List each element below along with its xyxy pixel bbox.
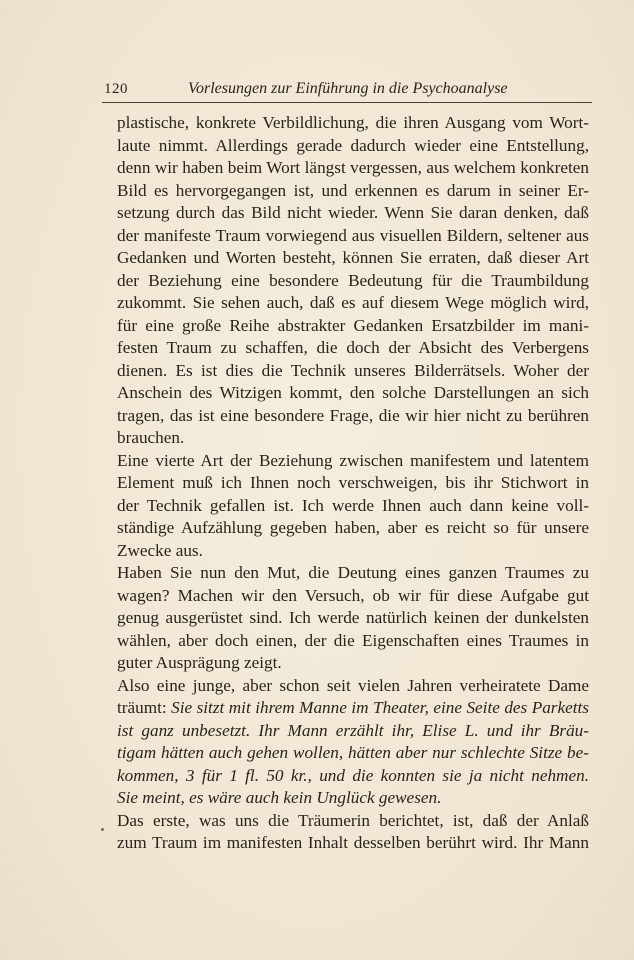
text-line: tragen, das ist eine besondere Frage, die wir hier nicht zu berühren: [117, 405, 589, 425]
text-line: brauchen.: [117, 428, 185, 447]
text-line: setzung durch das Bild nicht wieder. Wenn Sie daran denken, daß: [117, 203, 589, 222]
text-line: ist ganz unbesetzt. Ihr Mann erzählt ihr, Elise L. und ihr Bräu-: [117, 720, 589, 740]
text-line: denn wir haben beim Wort längst vergessen, aus welchem konkreten: [117, 158, 589, 177]
text-line: zum Traum im manifesten Inhalt desselben berührt wird. Ihr Mann: [117, 833, 589, 852]
text-line-italic: Sie sitzt mit ihrem Manne im Theater, eine Seite des Parketts: [171, 698, 589, 717]
text-line: Sie meint, es wäre auch kein Unglück gewesen.: [117, 788, 442, 807]
text-line: Eine vierte Art der Beziehung zwischen manifestem und latentem: [117, 450, 589, 470]
text-line: Bild es hervorgegangen ist, und erkennen es darum in seiner Er-: [117, 180, 589, 200]
text-line: Also eine junge, aber schon seit vielen Jahren verheiratete Dame: [117, 675, 589, 695]
text-line: Zwecke aus.: [117, 540, 203, 560]
text-line: Gedanken und Worten besteht, können Sie erraten, daß dieser Art: [117, 248, 589, 267]
text-line: kommen, 3 für 1 fl. 50 kr., und die konnten sie ja nicht nehmen.: [117, 765, 589, 785]
text-line: Element muß ich Ihnen noch verschweigen, bis ihr Stichwort in: [117, 473, 589, 492]
text-line: zukommt. Sie sehen auch, daß es auf diesem Wege möglich wird,: [117, 293, 589, 312]
text-line: wagen? Machen wir den Versuch, ob wir für diese Aufgabe gut: [117, 585, 589, 605]
body-text: [117, 112, 589, 855]
text-line: tigam hätten auch gehen wollen, hätten aber nur schlechte Sitze be-: [117, 743, 589, 762]
text-line: dienen. Es ist dies die Technik unseres Bilderrätsels. Woher der: [117, 360, 589, 380]
text-line: genug ausgerüstet sind. Ich werde natürlich keinen der dunkelsten: [117, 608, 589, 627]
text-line: [117, 697, 589, 720]
running-title: Vorlesungen zur Einführung in die Psychoanalyse: [188, 80, 508, 97]
text-line: ständige Aufzählung gegeben haben, aber es reicht so für unsere: [117, 518, 589, 537]
text-line: der Technik gefallen ist. Ich werde Ihnen auch dann keine voll-: [117, 495, 589, 515]
text-line: für eine große Reihe abstrakter Gedanken Ersatzbilder im mani-: [117, 315, 589, 335]
running-head: [102, 80, 592, 103]
page-number: 120: [104, 81, 128, 97]
margin-dot: [101, 828, 104, 831]
text-line: wählen, aber doch einen, der die Eigenschaften eines Traumes in: [117, 630, 589, 650]
text-line: laute nimmt. Allerdings gerade dadurch wieder eine Entstellung,: [117, 135, 589, 155]
text-line: Haben Sie nun den Mut, die Deutung eines ganzen Traumes zu: [117, 563, 589, 582]
text-line: guter Ausprägung zeigt.: [117, 653, 282, 672]
text-line: der manifeste Traum vorwiegend aus visuellen Bildern, seltener aus: [117, 225, 589, 245]
text-line: der Beziehung eine besondere Bedeutung für die Traumbildung: [117, 270, 589, 290]
text-line: plastische, konkrete Verbildlichung, die ihren Ausgang vom Wort-: [117, 113, 589, 132]
text-line-roman: träumt:: [117, 698, 172, 717]
text-line: Anschein des Witzigen kommt, den solche Darstellungen an sich: [117, 383, 589, 402]
text-line: festen Traum zu schaffen, die doch der Absicht des Verbergens: [117, 338, 589, 357]
text-line: Das erste, was uns die Träumerin berichtet, ist, daß der Anlaß: [117, 810, 589, 830]
